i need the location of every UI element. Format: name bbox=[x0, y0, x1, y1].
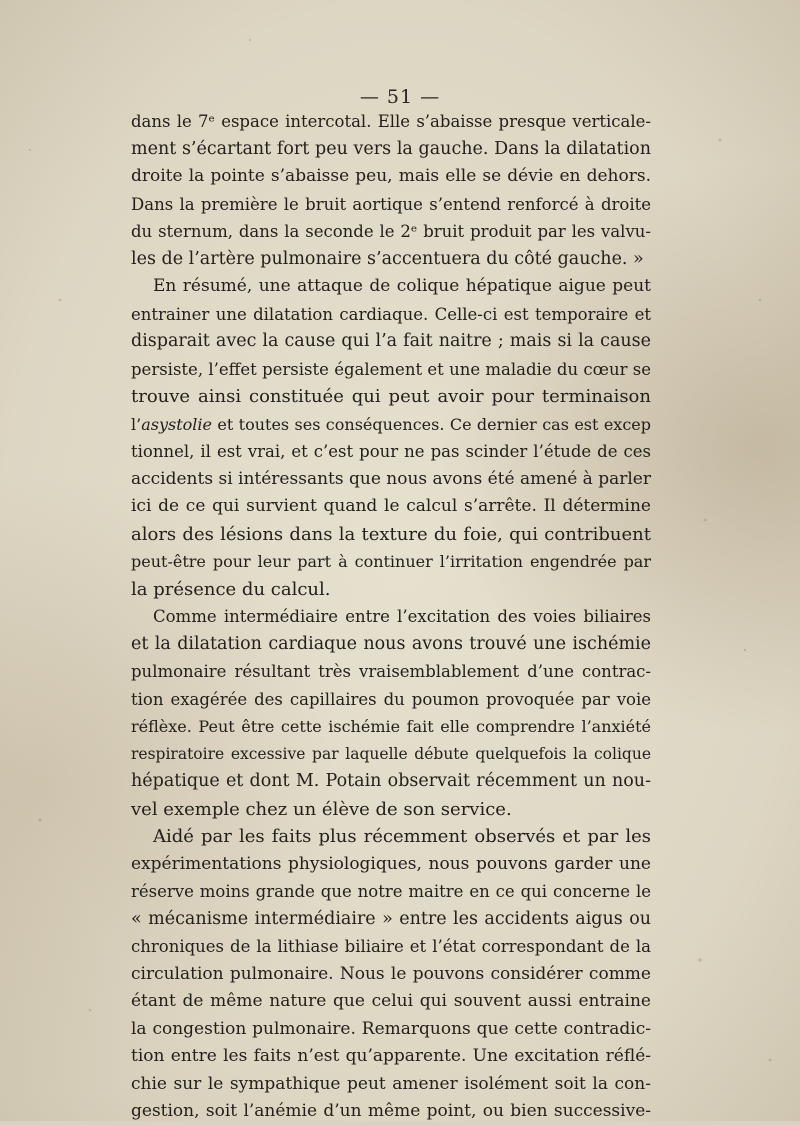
text-line: chroniques de la lithiase biliaire et l’état correspondant de la bbox=[131, 937, 651, 956]
text-line: En résumé, une attaque de colique hépatique aigue peut bbox=[153, 276, 651, 296]
text-line: les de l’artère pulmonaire s’accentuera du côté gauche. » bbox=[131, 248, 644, 269]
text-line: Dans la première le bruit aortique s’entend renforcé à droite bbox=[131, 194, 651, 214]
text-line: la congestion pulmonaire. Remarquons que cette contradic- bbox=[131, 1018, 651, 1039]
text-line: réserve moins grande que notre maitre en ce qui concerne le bbox=[131, 882, 651, 901]
text-line: réflèxe. Peut être cette ischémie fait elle comprendre l’anxiété bbox=[131, 717, 651, 736]
text-line: étant de même nature que celui qui souvent aussi entraine bbox=[131, 991, 651, 1011]
text-line: alors des lésions dans la texture du foie, qui contribuent bbox=[131, 523, 651, 545]
text-line: l’asystolie et toutes ses conséquences. Ce dernier cas est excep bbox=[131, 414, 651, 434]
text-line: tion entre les faits n’est qu’apparente. Une excitation réflé- bbox=[131, 1046, 651, 1066]
text-line: persiste, l’effet persiste également et une maladie du cœur se bbox=[131, 359, 651, 379]
text-line: « mécanisme intermédiaire » entre les accidents aigus ou bbox=[131, 908, 651, 929]
text-line: et la dilatation cardiaque nous avons trouvé une ischémie bbox=[131, 633, 651, 654]
text-line: hépatique et dont M. Potain observait récemment un nou- bbox=[131, 771, 651, 791]
text-line: accidents si intéressants que nous avons été amené à parler bbox=[131, 468, 651, 489]
text-line: chie sur le sympathique peut amener isolément soit la con- bbox=[131, 1073, 651, 1094]
text-line: entrainer une dilatation cardiaque. Celle-ci est temporaire et bbox=[131, 304, 651, 324]
text-line: trouve ainsi constituée qui peut avoir pour terminaison bbox=[131, 386, 651, 407]
text-line: expérimentations physiologiques, nous pouvons garder une bbox=[131, 853, 651, 874]
text-line: droite la pointe s’abaisse peu, mais elle se dévie en dehors. bbox=[131, 166, 651, 186]
text-line: gestion, soit l’anémie d’un même point, ou bien successive- bbox=[131, 1101, 651, 1121]
text-line: dans le 7ᵉ espace intercotal. Elle s’abaisse presque verticale- bbox=[131, 112, 651, 131]
body-text bbox=[131, 108, 651, 1126]
text-line: la présence du calcul. bbox=[131, 578, 331, 600]
text-line: Comme intermédiaire entre l’excitation des voies biliaires bbox=[153, 607, 651, 626]
text-line: ici de ce qui survient quand le calcul s’arrête. Il détermine bbox=[131, 496, 651, 516]
text-line: disparait avec la cause qui l’a fait naitre ; mais si la cause bbox=[131, 331, 651, 351]
italic-term: asystolie bbox=[141, 414, 212, 434]
text-line: peut-être pour leur part à continuer l’irritation engendrée par bbox=[131, 552, 651, 571]
text-line: tion exagérée des capillaires du poumon provoquée par voie bbox=[131, 689, 651, 709]
text-line: circulation pulmonaire. Nous le pouvons considérer comme bbox=[131, 963, 651, 984]
text-line: tionnel, il est vrai, et c’est pour ne pas scinder l’étude de ces bbox=[131, 442, 651, 461]
text-line: vel exemple chez un élève de son service. bbox=[131, 798, 512, 820]
text-line: du sternum, dans la seconde le 2ᵉ bruit produit par les valvu- bbox=[131, 222, 651, 241]
page-number: — 51 — bbox=[359, 86, 441, 108]
text-line: Aidé par les faits plus récemment observés et par les bbox=[153, 826, 651, 847]
text-line: ment s’écartant fort peu vers la gauche. Dans la dilatation bbox=[131, 138, 651, 159]
text-line: pulmonaire résultant très vraisemblablement d’une contrac- bbox=[131, 662, 651, 681]
text-line: respiratoire excessive par laquelle débute quelquefois la colique bbox=[131, 744, 651, 763]
